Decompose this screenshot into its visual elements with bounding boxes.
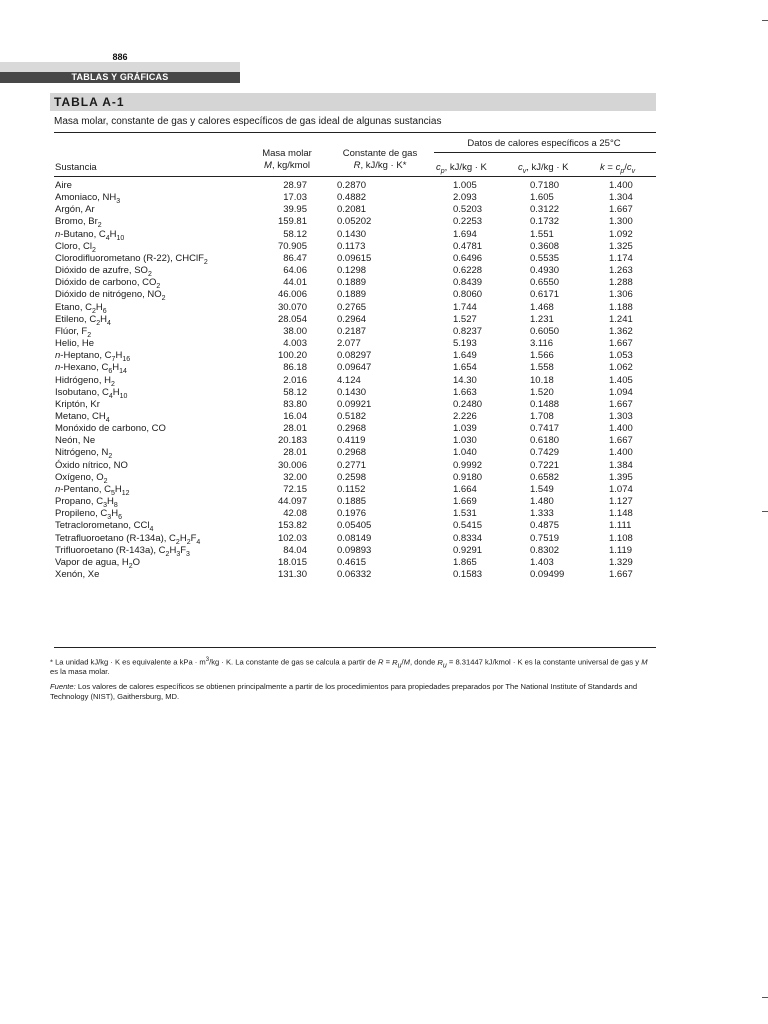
margin-tick-middle [762, 511, 768, 512]
substance-cell: Bromo, $Br_2$ [55, 216, 102, 230]
table-row [55, 423, 655, 435]
gas-constant-cell: 0.09647 [337, 362, 372, 374]
k-cell: 1.304 [609, 192, 633, 204]
cv-cell: 0.6180 [530, 435, 560, 447]
substance-cell: Tetrafluoroetano (R-134a), $C_2H_2F_4$ [55, 532, 201, 546]
molar-mass-cell: 28.01 [283, 423, 307, 435]
cp-cell: 1.865 [453, 556, 477, 568]
substance-cell: Etano, $C_2H_6$ [55, 301, 107, 315]
gas-constant-cell: 4.124 [337, 374, 361, 386]
cv-cell: 0.1488 [530, 398, 560, 410]
cv-cell: 0.6550 [530, 277, 560, 289]
k-cell: 1.306 [609, 289, 633, 301]
gas-constant-cell: 0.1885 [337, 496, 367, 508]
table-title: TABLA A-1 [54, 95, 125, 109]
margin-tick-bottom [762, 997, 768, 998]
molar-mass-cell: 159.81 [277, 216, 307, 228]
cp-cell: 0.5203 [453, 204, 483, 216]
table-row [55, 192, 655, 204]
k-cell: 1.062 [609, 362, 633, 374]
col-header-r-line1: Constante de gas [342, 148, 418, 159]
gas-constant-cell: 0.2187 [337, 325, 367, 337]
substance-cell: Xenón, Xe [55, 569, 100, 580]
molar-mass-cell: 18.015 [277, 556, 307, 568]
molar-mass-cell: 44.097 [277, 496, 307, 508]
col-header-substance: Sustancia [55, 162, 97, 173]
cv-cell: 1.480 [530, 496, 554, 508]
cp-cell: 0.6228 [453, 265, 483, 277]
cv-cell: 0.7221 [530, 459, 560, 471]
table-row [55, 375, 655, 387]
table-row [55, 277, 655, 289]
substance-cell: Propano, $C_3H_8$ [55, 496, 118, 509]
table-row [55, 253, 655, 265]
molar-mass-cell: 2.016 [283, 374, 307, 386]
header-rule [54, 176, 656, 177]
molar-mass-cell: 42.08 [283, 508, 307, 520]
table-row [55, 302, 655, 314]
substance-cell: Helio, He [55, 338, 95, 350]
k-cell: 1.667 [609, 569, 633, 580]
substance-cell: Etileno, $C_2H_4$ [55, 313, 111, 327]
cp-cell: 1.664 [453, 483, 477, 495]
cp-cell: 0.9180 [453, 471, 483, 483]
k-cell: 1.667 [609, 338, 633, 350]
gas-constant-cell: 0.2771 [337, 459, 367, 471]
substance-cell: Tetraclorometano, CCl$_4$ [55, 520, 154, 534]
cp-cell: 1.654 [453, 362, 477, 374]
molar-mass-cell: 64.06 [283, 265, 307, 277]
table-row [55, 241, 655, 253]
cp-cell: 0.8334 [453, 532, 483, 544]
molar-mass-cell: 58.12 [283, 386, 307, 398]
k-cell: 1.384 [609, 459, 633, 471]
cp-cell: 14.30 [453, 374, 477, 386]
cv-cell: 1.558 [530, 362, 554, 374]
cp-cell: 0.6496 [453, 252, 483, 264]
table-row [55, 350, 655, 362]
molar-mass-cell: 86.47 [283, 252, 307, 264]
cp-cell: 1.694 [453, 228, 477, 240]
gas-constant-cell: 0.08149 [337, 532, 372, 544]
gas-constant-cell: 0.2964 [337, 313, 367, 325]
molar-mass-cell: 32.00 [283, 471, 307, 483]
k-cell: 1.288 [609, 277, 633, 289]
molar-mass-cell: 72.15 [283, 483, 307, 495]
substance-cell: Dióxido de azufre, $SO_2$ [55, 265, 152, 278]
gas-constant-cell: 0.2598 [337, 471, 367, 483]
k-cell: 1.362 [609, 325, 633, 337]
cv-cell: 1.468 [530, 301, 554, 313]
gas-constant-cell: 0.1889 [337, 277, 367, 289]
gas-constant-cell: 0.1430 [337, 386, 367, 398]
cv-cell: 0.1732 [530, 216, 560, 228]
gas-constant-cell: 0.1889 [337, 289, 367, 301]
table-row [55, 447, 655, 459]
cv-cell: 0.5535 [530, 252, 560, 264]
cp-cell: 2.093 [453, 192, 477, 204]
gas-constant-cell: 0.2968 [337, 423, 367, 435]
gas-constant-cell: 0.2765 [337, 301, 367, 313]
k-cell: 1.303 [609, 410, 633, 422]
gas-constant-cell: 0.08297 [337, 350, 372, 362]
cp-cell: 0.2480 [453, 398, 483, 410]
gas-constant-cell: 0.05405 [337, 520, 372, 532]
table-row [55, 545, 655, 557]
table-row [55, 216, 655, 228]
k-cell: 1.241 [609, 313, 633, 325]
k-cell: 1.127 [609, 496, 633, 508]
table-title-bar [50, 93, 656, 111]
table-row [55, 520, 655, 532]
cv-cell: 0.7429 [530, 447, 560, 459]
cp-cell: 2.226 [453, 410, 477, 422]
substance-cell: Monóxido de carbono, CO [55, 423, 166, 435]
substance-cell: n-Pentano, $C_5H_{12}$ [55, 483, 130, 497]
top-rule [54, 132, 656, 133]
table-row [55, 338, 655, 350]
col-header-k: $k = c_p/c_v$ [600, 162, 636, 175]
gas-constant-cell: 0.2870 [337, 180, 367, 191]
cv-cell: 0.6582 [530, 471, 560, 483]
cp-cell: 0.8060 [453, 289, 483, 301]
cp-cell: 1.649 [453, 350, 477, 362]
cv-cell: 1.549 [530, 483, 554, 495]
molar-mass-cell: 4.003 [283, 338, 307, 350]
cp-cell: 0.8237 [453, 325, 483, 337]
molar-mass-cell: 28.01 [283, 447, 307, 459]
gas-constant-cell: 0.09615 [337, 252, 372, 264]
table-row [55, 399, 655, 411]
cp-cell: 0.8439 [453, 277, 483, 289]
substance-cell: Trifluoroetano (R-143a), $C_2H_3F_3$ [55, 544, 190, 558]
k-cell: 1.400 [609, 423, 633, 435]
table-row [55, 204, 655, 216]
molar-mass-cell: 46.006 [277, 289, 307, 301]
table-body [55, 180, 655, 581]
cv-cell: 0.6050 [530, 325, 560, 337]
k-cell: 1.667 [609, 435, 633, 447]
molar-mass-cell: 84.04 [283, 544, 307, 556]
section-band [0, 62, 240, 72]
k-cell: 1.263 [609, 265, 633, 277]
substance-cell: Isobutano, $C_4H_{10}$ [55, 386, 128, 400]
gas-constant-cell: 0.4882 [337, 192, 367, 204]
substance-cell: Amoniaco, $NH_3$ [55, 192, 121, 206]
substance-cell: n-Hexano, $C_6H_{14}$ [55, 362, 127, 376]
k-cell: 1.111 [609, 520, 632, 532]
molar-mass-cell: 30.006 [277, 459, 307, 471]
table-row [55, 569, 655, 581]
table-row [55, 411, 655, 423]
k-cell: 1.400 [609, 180, 633, 191]
cp-cell: 1.039 [453, 423, 477, 435]
cv-cell: 1.605 [530, 192, 554, 204]
k-cell: 1.092 [609, 228, 633, 240]
k-cell: 1.094 [609, 386, 633, 398]
substance-cell: Vapor de agua, $H_2O$ [55, 556, 141, 570]
k-cell: 1.074 [609, 483, 633, 495]
group-rule [434, 152, 656, 153]
cp-cell: 0.5415 [453, 520, 483, 532]
gas-constant-cell: 0.5182 [337, 410, 367, 422]
cp-cell: 1.669 [453, 496, 477, 508]
cv-cell: 10.18 [530, 374, 554, 386]
table-row [55, 265, 655, 277]
cp-cell: 1.030 [453, 435, 477, 447]
cv-cell: 0.6171 [530, 289, 560, 301]
substance-cell: Hidrógeno, $H_2$ [55, 374, 115, 388]
cv-cell: 1.520 [530, 386, 554, 398]
gas-constant-cell: 0.06332 [337, 569, 372, 580]
substance-cell: Oxígeno, $O_2$ [55, 471, 108, 485]
substance-cell: Kriptón, Kr [55, 398, 100, 410]
molar-mass-cell: 28.054 [277, 313, 307, 325]
cv-cell: 0.4875 [530, 520, 560, 532]
substance-cell: Dióxido de carbono, $CO_2$ [55, 277, 161, 291]
table-row [55, 326, 655, 338]
page-number: 886 [112, 52, 128, 62]
molar-mass-cell: 83.80 [283, 398, 307, 410]
molar-mass-cell: 70.905 [277, 240, 307, 252]
table-row [55, 484, 655, 496]
molar-mass-cell: 39.95 [283, 204, 307, 216]
table-caption: Masa molar, constante de gas y calores específicos de gas ideal de algunas sustancias [54, 116, 442, 127]
table-row [55, 387, 655, 399]
k-cell: 1.148 [609, 508, 633, 520]
gas-constant-cell: 0.1976 [337, 508, 367, 520]
k-cell: 1.053 [609, 350, 633, 362]
table-row [55, 460, 655, 472]
substance-cell: n-Heptano, $C_7H_{16}$ [55, 350, 131, 364]
table-row [55, 180, 655, 192]
cv-cell: 3.116 [530, 338, 554, 350]
col-header-m-line1: Masa molar [262, 148, 312, 159]
cv-cell: 1.566 [530, 350, 554, 362]
group-header: Datos de calores específicos a 25°C [467, 138, 621, 149]
col-header-cv: $c_v$, kJ/kg · K [518, 162, 569, 175]
molar-mass-cell: 100.20 [277, 350, 307, 362]
cp-cell: 1.040 [453, 447, 477, 459]
table-row [55, 496, 655, 508]
molar-mass-cell: 38.00 [283, 325, 307, 337]
substance-cell: Clorodifluorometano (R-22), CHClF$_2$ [55, 252, 208, 266]
molar-mass-cell: 20.183 [277, 435, 307, 447]
substance-cell: n-Butano, $C_4H_{10}$ [55, 228, 125, 242]
cp-cell: 1.663 [453, 386, 477, 398]
k-cell: 1.108 [609, 532, 633, 544]
gas-constant-cell: 0.1430 [337, 228, 367, 240]
gas-constant-cell: 2.077 [337, 338, 361, 350]
molar-mass-cell: 102.03 [277, 532, 307, 544]
cp-cell: 1.744 [453, 301, 477, 313]
k-cell: 1.300 [609, 216, 633, 228]
gas-constant-cell: 0.1173 [337, 240, 366, 252]
k-cell: 1.667 [609, 204, 633, 216]
col-header-m-line2: M, kg/kmol [264, 160, 310, 171]
footnote-source: Fuente: Los valores de calores específicos se obtienen principalmente a partir de los procedimientos para propiedades preparados por The National Institute of Standards and Technology (NIST), Gaithersburg, MD. [50, 682, 638, 701]
table-row [55, 314, 655, 326]
cv-cell: 1.708 [530, 410, 554, 422]
gas-constant-cell: 0.1298 [337, 265, 367, 277]
k-cell: 1.325 [609, 240, 633, 252]
substance-cell: Cloro, $Cl_2$ [55, 240, 96, 254]
cp-cell: 1.531 [453, 508, 477, 520]
molar-mass-cell: 17.03 [283, 192, 307, 204]
k-cell: 1.405 [609, 374, 633, 386]
cp-cell: 1.005 [453, 180, 477, 191]
cv-cell: 0.3122 [530, 204, 560, 216]
substance-cell: Aire [55, 180, 72, 191]
footnote-units: * La unidad kJ/kg · K es equivalente a kPa · $m^3/kg \cdot K$. La constante de gas se calcula a partir de $R = R_u/M$, donde $R_u = 8.31447$ kJ/kmol · K es la constante universal de gas y M es la masa molar. [50, 657, 648, 677]
cp-cell: 1.527 [453, 313, 477, 325]
table-row [55, 435, 655, 447]
molar-mass-cell: 58.12 [283, 228, 307, 240]
cv-cell: 1.231 [530, 313, 554, 325]
cp-cell: 5.193 [453, 338, 477, 350]
k-cell: 1.329 [609, 556, 633, 568]
cp-cell: 0.4781 [453, 240, 483, 252]
bottom-rule [54, 647, 656, 648]
molar-mass-cell: 30.070 [277, 301, 307, 313]
cp-cell: 0.9291 [453, 544, 483, 556]
table-row [55, 533, 655, 545]
table-row [55, 229, 655, 241]
table-row [55, 508, 655, 520]
cp-cell: 0.9992 [453, 459, 483, 471]
col-header-cp: $c_p$, kJ/kg · K [436, 162, 487, 175]
table-row [55, 557, 655, 569]
table-row [55, 289, 655, 301]
molar-mass-cell: 153.82 [277, 520, 307, 532]
gas-constant-cell: 0.09921 [337, 398, 372, 410]
substance-cell: Propileno, $C_3H_6$ [55, 508, 122, 522]
molar-mass-cell: 44.01 [283, 277, 307, 289]
gas-constant-cell: 0.2968 [337, 447, 367, 459]
substance-cell: Neón, Ne [55, 435, 96, 447]
gas-constant-cell: 0.1152 [337, 483, 366, 495]
cp-cell: 0.1583 [453, 569, 483, 580]
molar-mass-cell: 28.97 [283, 180, 307, 191]
substance-cell: Flúor, $F_2$ [55, 325, 92, 339]
table-row [55, 472, 655, 484]
cv-cell: 0.4930 [530, 265, 560, 277]
cp-cell: 0.2253 [453, 216, 483, 228]
substance-cell: Óxido nítrico, NO [55, 459, 128, 471]
gas-constant-cell: 0.2081 [337, 204, 367, 216]
k-cell: 1.400 [609, 447, 633, 459]
substance-cell: Nitrógeno, $N_2$ [55, 447, 113, 461]
cv-cell: 0.3608 [530, 240, 560, 252]
table-row [55, 362, 655, 374]
cv-cell: 0.09499 [530, 569, 565, 580]
k-cell: 1.188 [609, 301, 633, 313]
cv-cell: 1.403 [530, 556, 554, 568]
k-cell: 1.667 [609, 398, 633, 410]
cv-cell: 0.7180 [530, 180, 560, 191]
cv-cell: 1.333 [530, 508, 554, 520]
col-header-r-line2: R, kJ/kg · K* [353, 160, 407, 171]
cv-cell: 0.8302 [530, 544, 560, 556]
gas-constant-cell: 0.4615 [337, 556, 367, 568]
k-cell: 1.119 [609, 544, 633, 556]
molar-mass-cell: 86.18 [283, 362, 307, 374]
substance-cell: Metano, $CH_4$ [55, 410, 110, 424]
k-cell: 1.174 [609, 252, 633, 264]
cv-cell: 0.7417 [530, 423, 560, 435]
substance-cell: Argón, Ar [55, 204, 95, 216]
gas-constant-cell: 0.09893 [337, 544, 372, 556]
k-cell: 1.395 [609, 471, 633, 483]
gas-constant-cell: 0.4119 [337, 435, 366, 447]
section-label: TABLAS Y GRÁFICAS [0, 72, 240, 83]
cv-cell: 1.551 [530, 228, 554, 240]
substance-cell: Dióxido de nitrógeno, $NO_2$ [55, 289, 166, 303]
cv-cell: 0.7519 [530, 532, 560, 544]
margin-tick-top [762, 20, 768, 21]
molar-mass-cell: 16.04 [283, 410, 307, 422]
gas-constant-cell: 0.05202 [337, 216, 372, 228]
molar-mass-cell: 131.30 [277, 569, 307, 580]
